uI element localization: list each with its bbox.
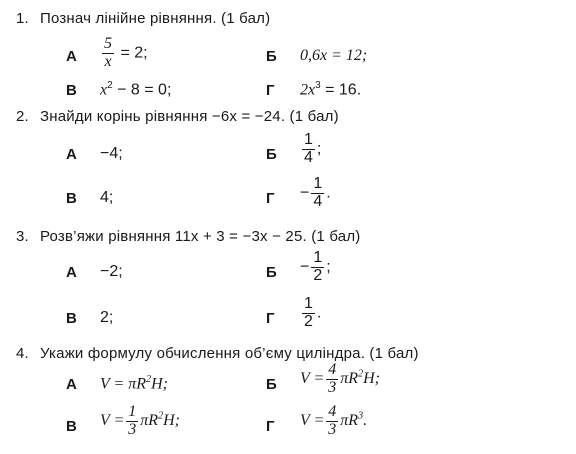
- fraction-numerator: 5: [104, 35, 112, 52]
- option-letter: А: [66, 146, 77, 163]
- question-number: 3.: [16, 228, 29, 245]
- question-2: [16, 108, 339, 125]
- option-exponent: 2: [107, 80, 113, 91]
- question-3: [16, 228, 360, 245]
- option-base: x: [100, 81, 108, 99]
- question-text: Розв’яжи рівняння 11x + 3 = −3x − 25. (1 бал): [40, 228, 361, 245]
- option-letter: Б: [266, 264, 277, 281]
- fraction-numerator: 4: [328, 403, 337, 420]
- option-letter: Г: [266, 82, 275, 99]
- option-letter: В: [66, 418, 77, 435]
- question-number: 2.: [16, 108, 29, 125]
- q4-option-c[interactable]: [100, 404, 180, 439]
- option-rest: ;: [316, 140, 322, 158]
- q2-option-b[interactable]: [300, 132, 321, 167]
- option-exponent: 2: [158, 410, 164, 422]
- option-letter: А: [66, 48, 77, 65]
- option-letter: Г: [266, 418, 275, 435]
- fraction-denominator: x: [104, 52, 112, 70]
- fraction-denominator: 3: [328, 378, 337, 396]
- option-sign: −: [300, 184, 310, 202]
- fraction-numerator: 1: [128, 403, 137, 420]
- fraction-numerator: 4: [328, 361, 337, 378]
- option-letter: Б: [266, 146, 277, 163]
- fraction-denominator: 4: [304, 148, 313, 166]
- question-text: Познач лінійне рівняння. (1 бал): [40, 10, 271, 27]
- question-text: Знайди корінь рівняння −6x = −24. (1 бал): [40, 108, 339, 125]
- option-base: 2x: [300, 81, 316, 99]
- fraction-numerator: 1: [304, 131, 313, 148]
- fraction-denominator: 3: [128, 420, 137, 438]
- q1-option-c[interactable]: [100, 80, 171, 99]
- option-exponent: 3: [358, 410, 364, 422]
- fraction-denominator: 2: [304, 312, 313, 330]
- option-letter: В: [66, 190, 77, 207]
- question-1: [16, 10, 270, 27]
- fraction-numerator: 1: [304, 295, 313, 312]
- option-rest: H;: [151, 375, 168, 393]
- question-number: 4.: [16, 345, 29, 362]
- option-tail: πR: [140, 411, 159, 429]
- option-letter: Г: [266, 310, 275, 327]
- option-rest: .: [316, 304, 322, 322]
- q3-option-d[interactable]: [300, 296, 321, 331]
- option-letter: А: [66, 264, 77, 281]
- option-rest: = 2;: [120, 44, 148, 62]
- option-rest: .: [363, 411, 368, 429]
- q2-option-a[interactable]: −4;: [100, 145, 123, 162]
- q4-option-a[interactable]: [100, 374, 168, 393]
- option-rest: H;: [163, 411, 180, 429]
- q3-option-a[interactable]: −2;: [100, 263, 123, 280]
- question-text: Укажи формулу обчислення об’єму циліндра. (1 бал): [40, 345, 419, 362]
- option-tail: πR: [340, 411, 359, 429]
- q3-option-c[interactable]: 2;: [100, 309, 114, 326]
- fraction-denominator: 4: [313, 192, 323, 210]
- option-letter: А: [66, 376, 77, 393]
- option-exponent: 2: [146, 374, 152, 385]
- option-exponent: 3: [315, 80, 321, 91]
- option-sign: −: [300, 258, 310, 276]
- option-tail: πR: [340, 369, 359, 387]
- q1-option-d[interactable]: [300, 80, 361, 99]
- question-4: [16, 345, 419, 362]
- option-letter: Б: [266, 376, 277, 393]
- q2-option-c[interactable]: 4;: [100, 189, 114, 206]
- option-rest: .: [326, 184, 331, 202]
- fraction-denominator: 3: [328, 420, 337, 438]
- fraction-numerator: 1: [313, 175, 323, 192]
- option-letter: Г: [266, 190, 275, 207]
- q1-option-a[interactable]: [100, 36, 148, 71]
- option-exponent: 2: [358, 368, 364, 380]
- option-lead: V =: [100, 411, 125, 429]
- question-number: 1.: [16, 10, 29, 27]
- option-lead: V =: [300, 369, 325, 387]
- option-letter: Б: [266, 48, 277, 65]
- option-base: V = πR: [100, 375, 147, 393]
- q4-option-b[interactable]: [300, 362, 380, 397]
- option-rest: ;: [326, 258, 331, 276]
- fraction-denominator: 2: [313, 266, 323, 284]
- q1-option-b[interactable]: 0,6x = 12;: [300, 47, 368, 64]
- option-rest: − 8 = 0;: [112, 81, 172, 99]
- q3-option-b[interactable]: [300, 250, 331, 285]
- option-letter: В: [66, 310, 77, 327]
- option-rest: H;: [363, 369, 380, 387]
- fraction-numerator: 1: [313, 249, 323, 266]
- q4-option-d[interactable]: [300, 404, 367, 439]
- q2-option-d[interactable]: [300, 176, 331, 211]
- option-lead: V =: [300, 411, 325, 429]
- option-rest: = 16.: [320, 81, 362, 99]
- option-letter: В: [66, 82, 77, 99]
